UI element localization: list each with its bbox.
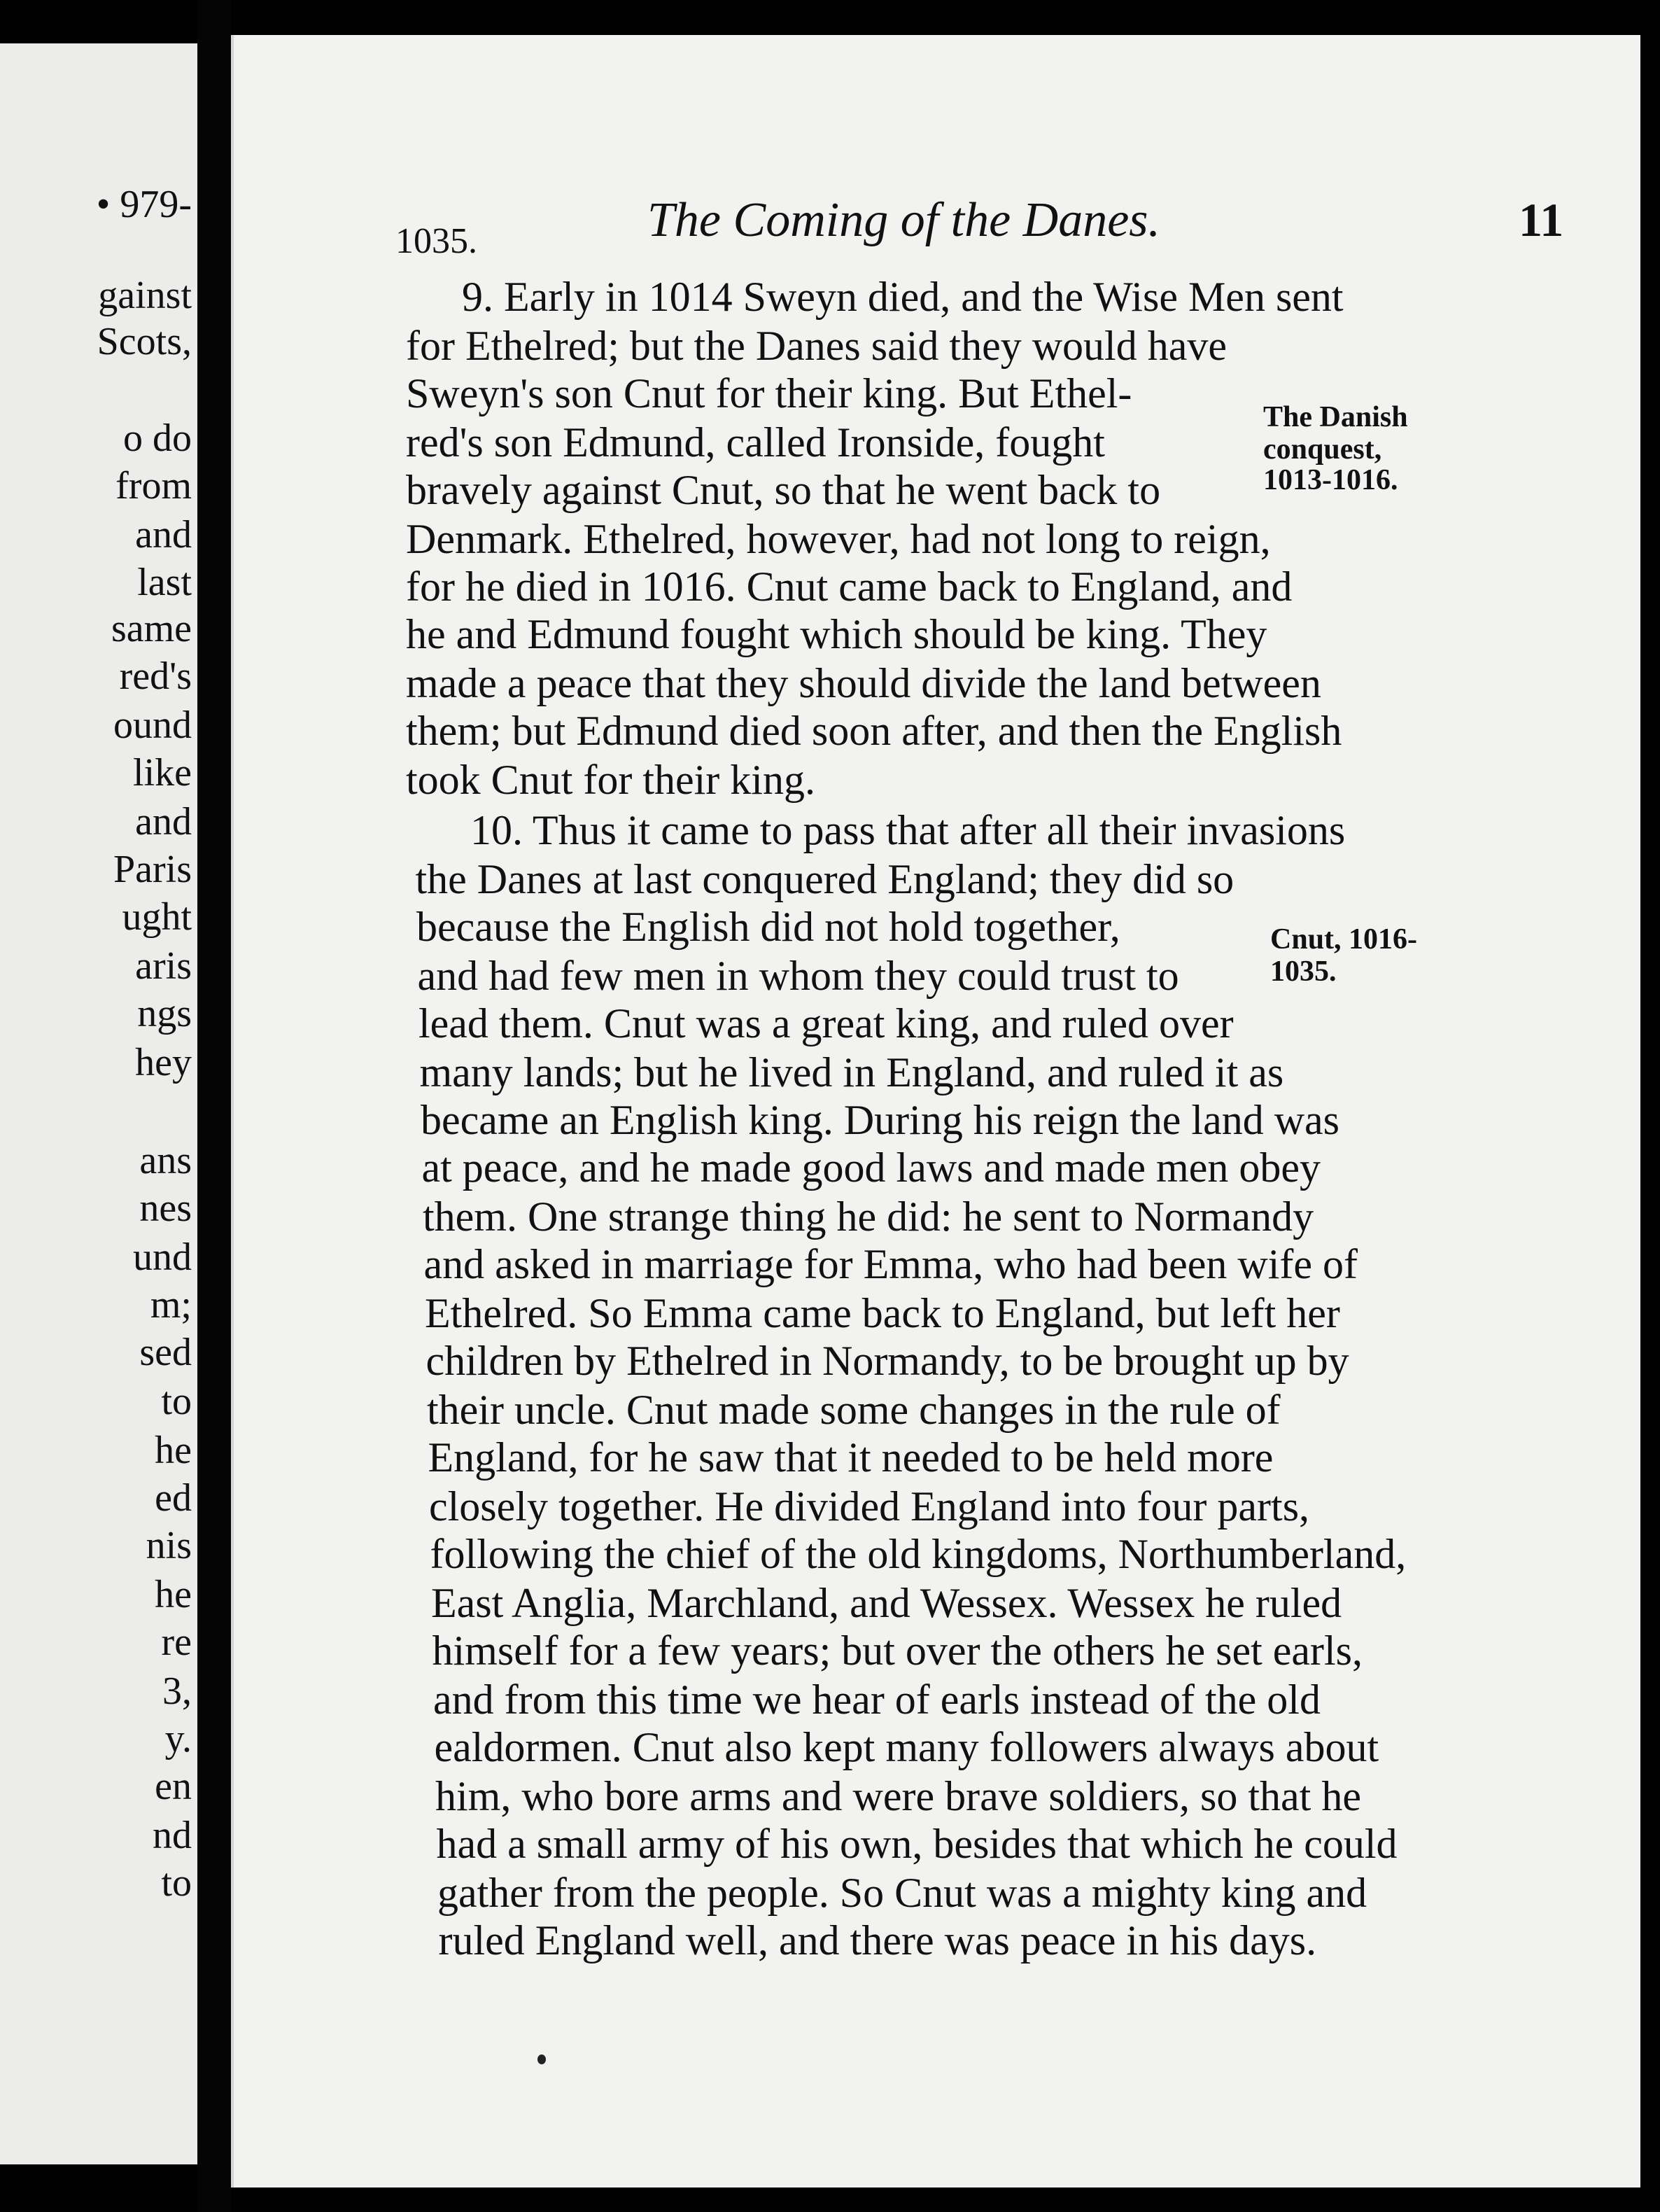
side-note-line: conquest, — [1263, 433, 1382, 465]
side-note-line: 1013-1016. — [1263, 464, 1398, 496]
paragraph-line: for he died in 1016. Cnut came back to England, and — [406, 564, 1293, 610]
left-page-line: red's — [119, 654, 192, 698]
left-page-line: ans — [139, 1139, 192, 1182]
left-page-line: m; — [150, 1283, 192, 1326]
left-page-line: he — [155, 1573, 192, 1616]
paragraph-line: lead them. Cnut was a great king, and ruled over — [418, 1000, 1234, 1046]
left-page-line: and — [135, 513, 192, 556]
left-page-line: same — [111, 607, 192, 650]
side-note-line: Cnut, 1016- — [1270, 923, 1418, 955]
paragraph-line: and had few men in whom they could trust to — [417, 953, 1179, 999]
left-page-line: to — [161, 1380, 192, 1423]
paragraph-line: and from this time we hear of earls instead of the old — [433, 1676, 1321, 1723]
paragraph-line: because the English did not hold together, — [416, 904, 1120, 950]
paragraph-line: 9. Early in 1014 Sweyn died, and the Wise Men sent — [462, 274, 1344, 320]
paragraph-line: bravely against Cnut, so that he went back to — [406, 467, 1161, 513]
paragraph-line: the Danes at last conquered England; they did so — [415, 856, 1235, 902]
page-number: 11 — [1519, 193, 1564, 246]
paragraph-line: Ethelred. So Emma came back to England, but left her — [425, 1290, 1340, 1336]
paragraph-line: them; but Edmund died soon after, and then the English — [406, 708, 1342, 754]
paragraph-line: ruled England well, and there was peace in his days. — [438, 1917, 1317, 1963]
paragraph-line: gather from the people. So Cnut was a mighty king and — [437, 1870, 1367, 1916]
left-page-line: • 979- — [96, 183, 192, 226]
running-header — [395, 192, 1655, 262]
paragraph-line: Denmark. Ethelred, however, had not long to reign, — [406, 516, 1271, 562]
paragraph-line: at peace, and he made good laws and made men obey — [421, 1144, 1321, 1191]
paragraph-line: following the chief of the old kingdoms, Northumberland, — [430, 1531, 1407, 1577]
left-page-line: he — [155, 1429, 192, 1472]
paragraph-line: for Ethelred; but the Danes said they would have — [406, 323, 1227, 369]
left-page-line: last — [137, 561, 192, 604]
paragraph-line: became an English king. During his reign the land was — [421, 1097, 1340, 1143]
left-page-line: to — [161, 1861, 192, 1905]
paragraph-line: children by Ethelred in Normandy, to be brought up by — [425, 1338, 1349, 1384]
left-page-line: nd — [153, 1814, 192, 1857]
paragraph-line: took Cnut for their king. — [406, 757, 815, 803]
left-page-line: and — [135, 800, 192, 844]
paragraph-line: him, who bore arms and were brave soldiers, so that he — [435, 1773, 1361, 1819]
paragraph-line: himself for a few years; but over the others he set earls, — [432, 1628, 1363, 1674]
left-page-line: y. — [164, 1717, 192, 1760]
paragraph-line: made a peace that they should divide the land between — [406, 660, 1321, 706]
left-page-line: nis — [146, 1524, 192, 1567]
paragraph-line: he and Edmund fought which should be king. They — [406, 611, 1267, 657]
paragraph-line: England, for he saw that it needed to be held more — [428, 1434, 1274, 1480]
paragraph-line: red's son Edmund, called Ironside, fought — [406, 419, 1105, 465]
paragraph-line: them. One strange thing he did: he sent to Normandy — [423, 1194, 1314, 1240]
ink-speck — [537, 2054, 546, 2064]
left-page-line: o do — [123, 416, 192, 460]
left-page-line: ught — [122, 895, 192, 939]
left-page-line: re — [161, 1620, 192, 1664]
paragraph-line: their uncle. Cnut made some changes in the rule of — [427, 1387, 1281, 1433]
book-gutter — [197, 0, 231, 2212]
header-title: The Coming of the Danes. — [647, 193, 1161, 247]
side-note-line: The Danish — [1263, 401, 1408, 433]
left-page-line: Scots, — [97, 320, 192, 363]
left-page-line: from — [115, 464, 192, 507]
left-page-line: hey — [135, 1041, 192, 1084]
paragraph-line: closely together. He divided England into four parts, — [429, 1483, 1310, 1530]
paragraph-line: East Anglia, Marchland, and Wessex. Wessex he ruled — [431, 1580, 1342, 1626]
paragraph-line: Sweyn's son Cnut for their king. But Ethel- — [406, 370, 1132, 416]
left-page-line: like — [133, 751, 192, 794]
paragraph-line: had a small army of his own, besides that which he could — [436, 1821, 1398, 1867]
paragraph-line: ealdormen. Cnut also kept many followers always about — [434, 1724, 1379, 1770]
left-page-line: gainst — [98, 274, 192, 317]
left-page-line: nes — [139, 1186, 192, 1230]
left-page-line: sed — [139, 1331, 192, 1374]
left-page-line: ed — [155, 1476, 192, 1520]
left-page-line: aris — [135, 944, 192, 988]
paragraph-line: and asked in marriage for Emma, who had been wife of — [423, 1241, 1358, 1287]
paragraph-line: 10. Thus it came to pass that after all their invasions — [470, 807, 1346, 853]
left-page-line: ound — [113, 704, 192, 747]
left-page-line: 3, — [162, 1670, 192, 1713]
left-page-line: en — [155, 1765, 192, 1808]
paragraph-line: many lands; but he lived in England, and ruled it as — [419, 1049, 1284, 1096]
left-page-line: und — [133, 1236, 192, 1279]
left-page-fragment — [0, 43, 200, 2164]
left-page-line: ngs — [137, 992, 192, 1035]
side-note-line: 1035. — [1270, 955, 1337, 988]
left-page-line: Paris — [113, 848, 192, 891]
header-year: 1035. — [395, 221, 477, 261]
